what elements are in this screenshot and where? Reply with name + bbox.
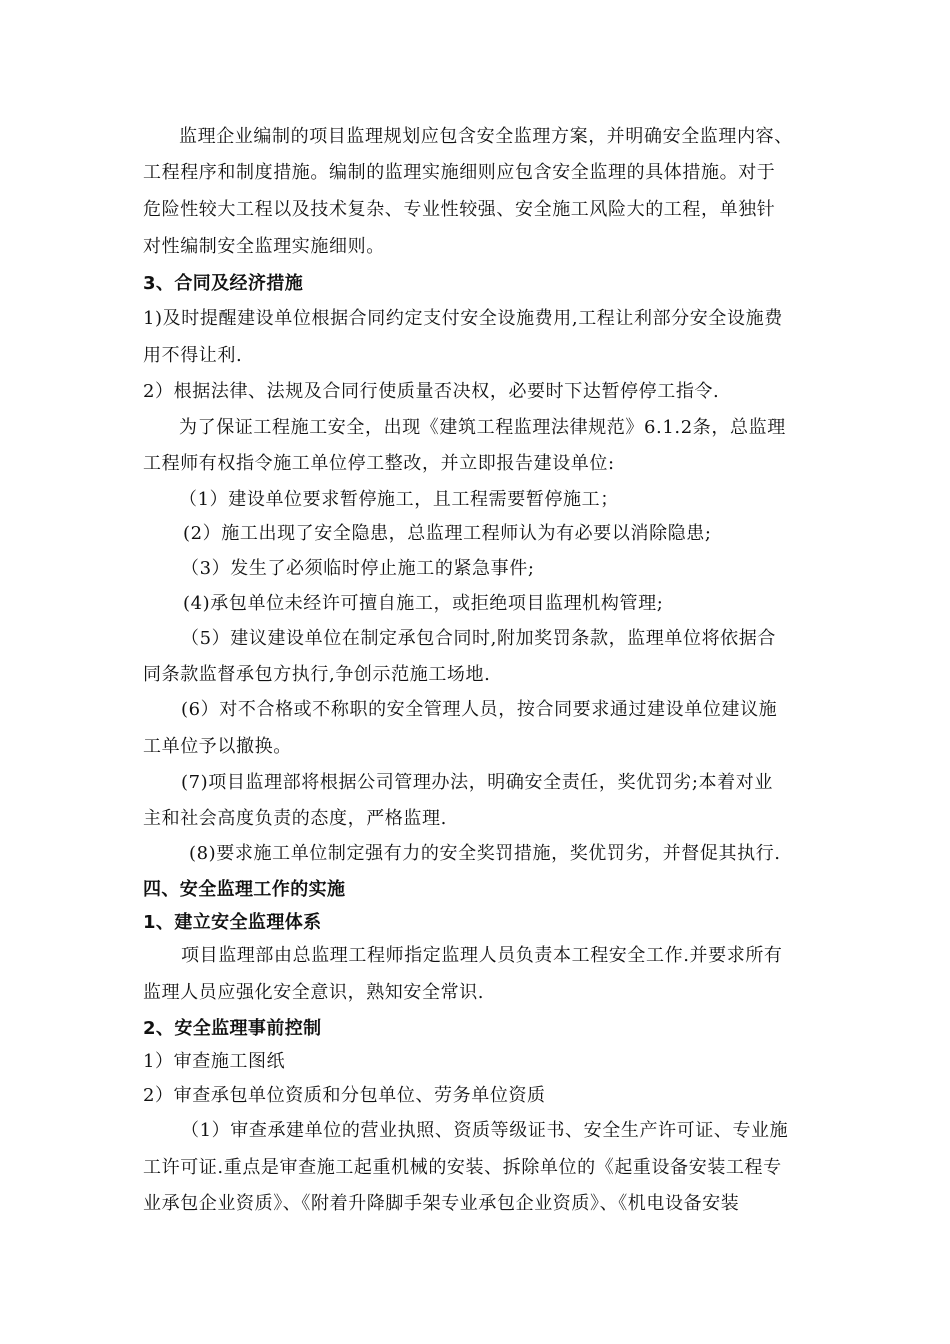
sub-item-6-line-1: (6）对不合格或不称职的安全管理人员，按合同要求通过建设单位建议施	[181, 699, 778, 720]
sub-item-4: (4)承包单位未经许可擅自施工，或拒绝项目监理机构管理;	[183, 593, 664, 614]
pre-control-item-1: 1）审查施工图纸	[143, 1051, 286, 1072]
list-item-1-line-2: 用不得让利.	[143, 345, 243, 366]
sub-item-8: (8)要求施工单位制定强有力的安全奖罚措施，奖优罚劣，并督促其执行.	[189, 843, 781, 864]
sub-item-5-line-1: （5）建议建设单位在制定承包合同时,附加奖罚条款，监理单位将依据合	[181, 628, 776, 649]
sub-item-1: （1）建设单位要求暂停施工，且工程需要暂停施工；	[179, 489, 619, 510]
body-line-2: 工程程序和制度措施。编制的监理实施细则应包含安全监理的具体措施。对于	[143, 162, 776, 183]
sub-item-6-line-2: 工单位予以撤换。	[143, 736, 292, 757]
paragraph-system-line-2: 监理人员应强化安全意识，熟知安全常识.	[143, 982, 485, 1003]
body-line-1: 监理企业编制的项目监理规划应包含安全监理方案，并明确安全监理内容、	[179, 126, 793, 147]
body-line-4: 对性编制安全监理实施细则。	[143, 236, 385, 257]
sub-item-3: （3）发生了必须临时停止施工的紧急事件;	[181, 558, 535, 579]
sub-item-7-line-1: (7)项目监理部将根据公司管理办法，明确安全责任，奖优罚劣;本着对业	[181, 772, 773, 793]
sub-item-7-line-2: 主和社会高度负责的态度，严格监理.	[143, 808, 447, 829]
qualification-line-2: 工许可证.重点是审查施工起重机械的安装、拆除单位的《起重设备安装工程专	[143, 1157, 782, 1178]
section-heading-system: 1、建立安全监理体系	[143, 912, 322, 933]
pre-control-item-2: 2）审查承包单位资质和分包单位、劳务单位资质	[143, 1085, 546, 1106]
paragraph-system-line-1: 项目监理部由总监理工程师指定监理人员负责本工程安全工作.并要求所有	[181, 945, 783, 966]
sub-item-5-line-2: 同条款监督承包方执行,争创示范施工场地.	[143, 664, 491, 685]
paragraph-stop-work-line-2: 工程师有权指令施工单位停工整改，并立即报告建设单位:	[143, 453, 615, 474]
paragraph-stop-work-line-1: 为了保证工程施工安全，出现《建筑工程监理法律规范》6.1.2条，总监理	[179, 417, 786, 438]
list-item-2: 2）根据法律、法规及合同行使质量否决权，必要时下达暂停停工指令.	[143, 381, 720, 402]
chapter-heading-implementation: 四、安全监理工作的实施	[143, 879, 346, 900]
list-item-1-line-1: 1)及时提醒建设单位根据合同约定支付安全设施费用,工程让利部分安全设施费	[143, 308, 783, 329]
section-heading-contract-economic: 3、合同及经济措施	[143, 273, 304, 294]
section-heading-pre-control: 2、安全监理事前控制	[143, 1018, 322, 1039]
qualification-line-1: （1）审查承建单位的营业执照、资质等级证书、安全生产许可证、专业施	[181, 1120, 789, 1141]
body-line-3: 危险性较大工程以及技术复杂、专业性较强、安全施工风险大的工程，单独针	[143, 199, 776, 220]
sub-item-2: (2）施工出现了安全隐患，总监理工程师认为有必要以消除隐患;	[183, 523, 712, 544]
qualification-line-3: 业承包企业资质》、《附着升降脚手架专业承包企业资质》、《机电设备安装	[143, 1193, 740, 1214]
